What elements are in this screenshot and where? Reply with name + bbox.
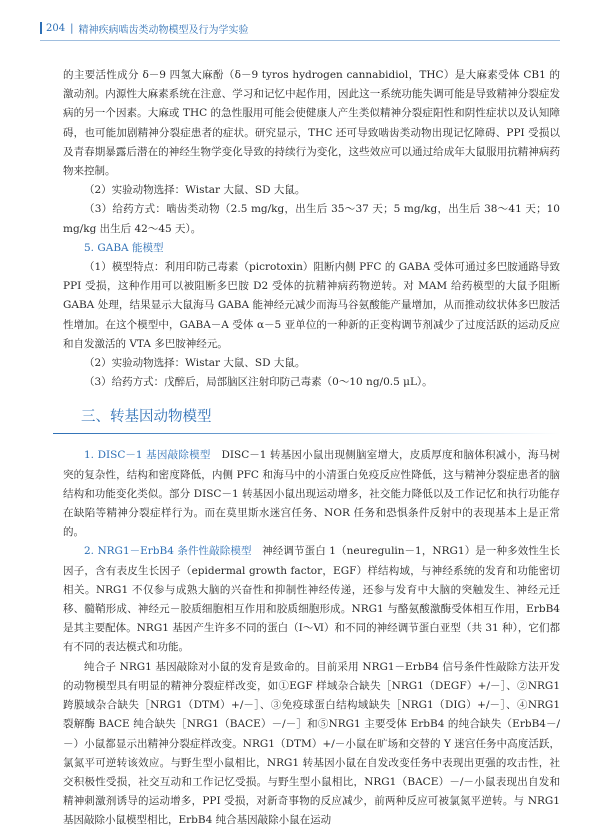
body-text <box>63 66 560 831</box>
paragraph-disc1 <box>63 446 560 542</box>
heading-gaba-model: 5. GABA 能模型 <box>84 241 164 254</box>
header-rule <box>40 40 560 41</box>
paragraph-nrg1 <box>63 542 560 657</box>
paragraph-animal-choice-2: （2）实验动物选择：Wistar 大鼠、SD 大鼠。 <box>84 357 306 370</box>
section-rule <box>53 433 560 434</box>
header-separator: | <box>70 22 74 34</box>
paragraph-nrg1-knockout: 纯合子 NRG1 基因敲除对小鼠的发育是致命的。目前采用 NRG1－ErbB4 信号条件性敲除方法开发的动物模型具有明显的精神分裂症样改变，如①EGF 样域杂合缺失［NRG1（DEGF）+/－］、②NRG1 跨膜域杂合缺失［NRG1（DTM）+/－］、③免疫球蛋白结构域缺失［NRG1（DIG）+/－］、④NRG1 裂解酶 BACE 纯合缺失［NRG1（BACE）－/－］和⑤NRG1 主要受体 ErbB4 的纯合缺失（ErbB4－/－）小鼠都显示出精神分裂症样改变。NRG1（DTM）+/－小鼠在旷场和交替的 Y 迷宫任务中高度活跃，氯氮平可逆转该效应。与野生型小鼠相比，NRG1 转基因小鼠在自发改变任务中表现出更强的攻击性，社交积极性受损，社交互动和工作记忆受损。与野生型小鼠相比，NRG1（BACE）－/－小鼠表现出自发和精神刺激剂诱导的运动增多，PPI 受损，对新奇事物的反应减少，前两种反应可被氯氮平逆转。与 NRG1 基因敲除小鼠模型相比，ErbB4 纯合基因敲除小鼠在运动 <box>63 660 560 827</box>
header-bar <box>40 22 42 34</box>
heading-disc1: 1. DISC－1 基因敲除模型 <box>84 449 211 462</box>
paragraph-thc: 的主要活性成分 δ－9 四氢大麻酚（δ－9 tyros hydrogen cannabidiol，THC）是大麻素受体 CB1 的激动剂。内源性大麻素系统在注意、学习和记忆中起作用，因此这一系统功能失调可能是导致精神分裂症发病的另一个因素。大麻或 THC 的急性服用可能会使健康人产生类似精神分裂症阳性和阴性症状以及认知障碍，也可能加剧精神分裂症患者的症状。研究显示，THC 还可导致啮齿类动物出现记忆障碍、PPI 受损以及青春期暴露后潜在的神经生物学变化导致的持续行为变化，这些效应可以通过给成年大鼠服用抗精神病药物来控制。 <box>63 69 560 178</box>
book-title: 精神疾病啮齿类动物模型及行为学实验 <box>78 24 249 36</box>
paragraph-gaba-features: （1）模型特点：利用印防己毒素（picrotoxin）阻断内侧 PFC 的 GABA 受体可通过多巴胺通路导致 PPI 受损，这种作用可以被阻断多巴胺 D2 受体的抗精神病药物逆转。对 MAM 给药模型的大鼠予阻断 GABA 处理，结果显示大鼠海马 GABA 能神经元减少而海马谷氨酸能产量增加，从而推动纹状体多巴胺活性增加。在这个模型中，GABA－A 受体 α－5 亚单位的一种新的正变构调节剂减少了过度活跃的运动反应和自发激活的 VTA 多巴胺神经元。 <box>63 261 560 350</box>
section-title: 三、转基因动物模型 <box>81 409 212 426</box>
running-header <box>40 20 560 36</box>
text-disc1: DISC－1 转基因小鼠出现侧脑室增大，皮质厚度和脑体积减小，海马树突的复杂性，结构和密度降低，内侧 PFC 和海马中的小清蛋白免疫反应性降低，这与精神分裂症患者的脑结构和功能变化类似。部分 DISC－1 转基因小鼠出现运动增多，社交能力降低以及工作记忆和执行功能存在缺陷等精神分裂症样行为。而在莫里斯水迷宫任务、NOR 任务和恐惧条件反射中的表现基本上是正常的。 <box>63 449 561 539</box>
heading-nrg1: 2. NRG1－ErbB4 条件性敲除模型 <box>84 545 252 558</box>
paragraph-animal-choice-1: （2）实验动物选择：Wistar 大鼠、SD 大鼠。 <box>84 184 306 197</box>
page-number: 204 <box>46 22 66 34</box>
text-nrg1: 神经调节蛋白 1（neuregulin－1，NRG1）是一种多效性生长因子，含有表皮生长因子（epidermal growth factor，EGF）样结构域，与神经系统的发育和功能密切相关。NRG1 不仅参与成熟大脑的兴奋性和抑制性神经传递，还参与发育中大脑的突触发生、神经元迁移、髓鞘形成、神经元－胶质细胞相互作用和胶质细胞形成。NRG1 与酪氨酸激酶受体相互作用，ErbB4 是其主要配体。NRG1 基因产生许多不同的蛋白（Ⅰ～Ⅵ）和不同的神经调节蛋白亚型（共 31 种），它们都有不同的表达模式和功能。 <box>63 545 561 654</box>
paragraph-dosing-1: （3）给药方式：啮齿类动物（2.5 mg/kg，出生后 35～37 天；5 mg/kg，出生后 38～41 天；10 mg/kg 出生后 42～45 天）。 <box>63 203 560 235</box>
paragraph-dosing-2: （3）给药方式：戊醉后，局部脑区注射印防己毒素（0～10 ng/0.5 μL）。 <box>84 376 433 389</box>
